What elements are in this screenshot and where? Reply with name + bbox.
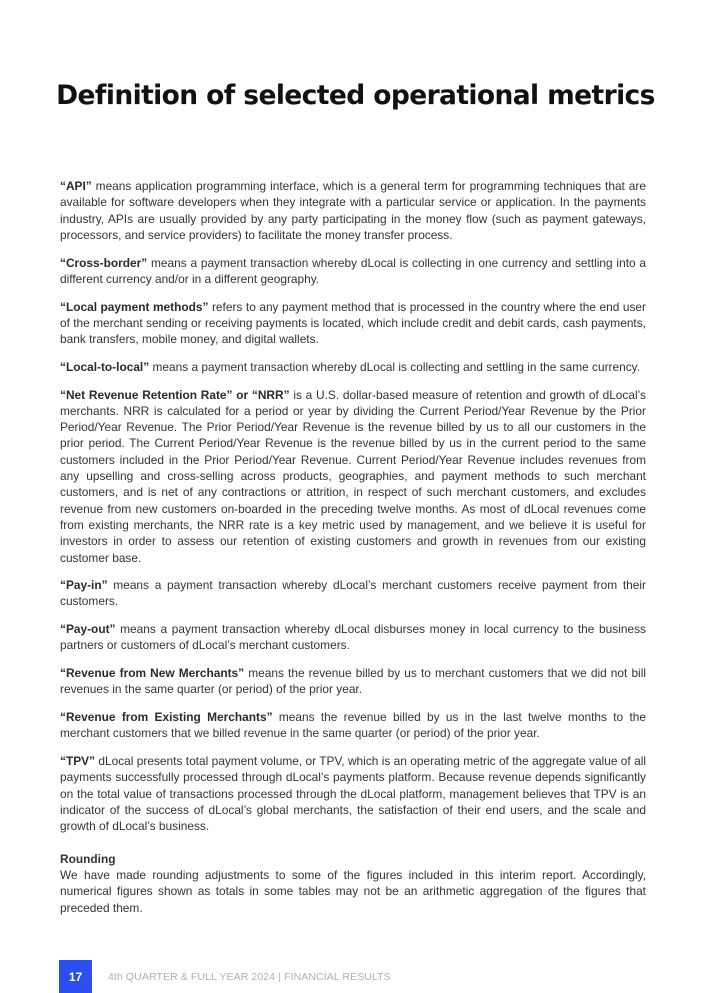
footer-label: 4th QUARTER & FULL YEAR 2024 | FINANCIAL RESULTS (108, 971, 391, 983)
definition-term: “Cross-border” (60, 255, 148, 270)
definition-api (60, 178, 646, 243)
definition-local-to-local (60, 359, 646, 375)
definition-nrr (60, 387, 646, 566)
definition-pay-in (60, 577, 646, 610)
definition-term: “TPV” (60, 754, 96, 769)
definition-text: refers to any payment method that is processed in the country where the end user of the merchant sending or receiving payments is located, which include credit and debit cards, cash payments, bank transfers, mobile money, and digital wallets. (60, 299, 646, 347)
definition-term: “Net Revenue Retention Rate” or “NRR” (60, 387, 290, 402)
definition-term: “Pay-in” (60, 578, 108, 593)
page-title: Definition of selected operational metrics (56, 80, 655, 111)
definition-text: dLocal presents total payment volume, or TPV, which is an operating metric of the aggregate value of all payments successfully processed through dLocal’s payments platform. Because revenue depends significantly on the total value of transactions processed through the dLocal platform, management believes that TPV is an indicator of the success of dLocal’s global merchants, the satisfaction of their end users, and the scale and growth of dLocal’s business. (60, 754, 646, 834)
definition-term: “Revenue from New Merchants” (60, 666, 245, 681)
rounding-text: We have made rounding adjustments to some of the figures included in this interim report. Accordingly, numerical figures shown as totals in some tables may not be an arithmetic aggregation of the figures that preceded them. (60, 867, 646, 915)
definition-text: means the revenue billed by us in the last twelve months to the merchant customers that we billed revenue in the same quarter (or period) of the prior year. (60, 710, 647, 741)
definition-term: “Local-to-local” (60, 359, 150, 374)
definition-text: means a payment transaction whereby dLocal’s merchant customers receive payment from their customers. (60, 578, 646, 609)
page-number-badge: 17 (59, 960, 92, 993)
definition-pay-out (60, 621, 646, 654)
definition-term: “Pay-out” (60, 622, 116, 637)
definition-local-payment-methods (60, 299, 646, 348)
definition-term: “Local payment methods” (60, 299, 209, 314)
definition-revenue-new-merchants (60, 665, 646, 698)
definition-text: means application programming interface, which is a general term for programming techniques that are available for software developers when they integrate with a particular service or application. In the payments industry, APIs are usually provided by any party participating in the money flow (such as payment gateways, processors, and service providers) to facilitate the money transfer process. (60, 179, 646, 242)
definition-tpv (60, 753, 646, 834)
definition-term: “API” (60, 179, 92, 193)
rounding-heading: Rounding (60, 851, 116, 866)
definition-text: means a payment transaction whereby dLocal disburses money in local currency to the business partners or customers of dLocal’s merchant customers. (60, 622, 646, 653)
definition-text: means a payment transaction whereby dLocal is collecting in one currency and settling into a different currency and/or in a different geography. (60, 255, 646, 286)
definition-revenue-existing-merchants (60, 709, 646, 742)
definitions-body (60, 178, 646, 927)
definition-term: “Revenue from Existing Merchants” (60, 710, 273, 725)
definition-text: means a payment transaction whereby dLocal is collecting and settling in the same currency. (149, 359, 641, 374)
definition-cross-border (60, 255, 646, 288)
definition-text: means the revenue billed by us to merchant customers that we did not bill revenues in the same quarter (or period) of the prior year. (60, 666, 646, 697)
definition-text: is a U.S. dollar-based measure of retention and growth of dLocal’s merchants. NRR is calculated for a period or year by dividing the Current Period/Year Revenue by the Prior Period/Year Revenue. The Prior Period/Year Revenue is the revenue billed by us to all our customers in the prior period. The Current Period/Year Revenue is the revenue billed by us in the current period to the same customers included in the Prior Period/Year Revenue. Current Period/Year Revenue includes revenues from any upselling and cross-selling across products, geographies, and payment methods to such merchant customers, and is net of any contractions or attrition, in respect of such merchant customers, and excludes revenue from new customers on-boarded in the preceding twelve months. As most of dLocal revenues come from existing merchants, the NRR rate is a key metric used by management, and we believe it is useful for investors in order to assess our retention of existing customers and growth in revenues from our existing customer base. (60, 387, 646, 565)
